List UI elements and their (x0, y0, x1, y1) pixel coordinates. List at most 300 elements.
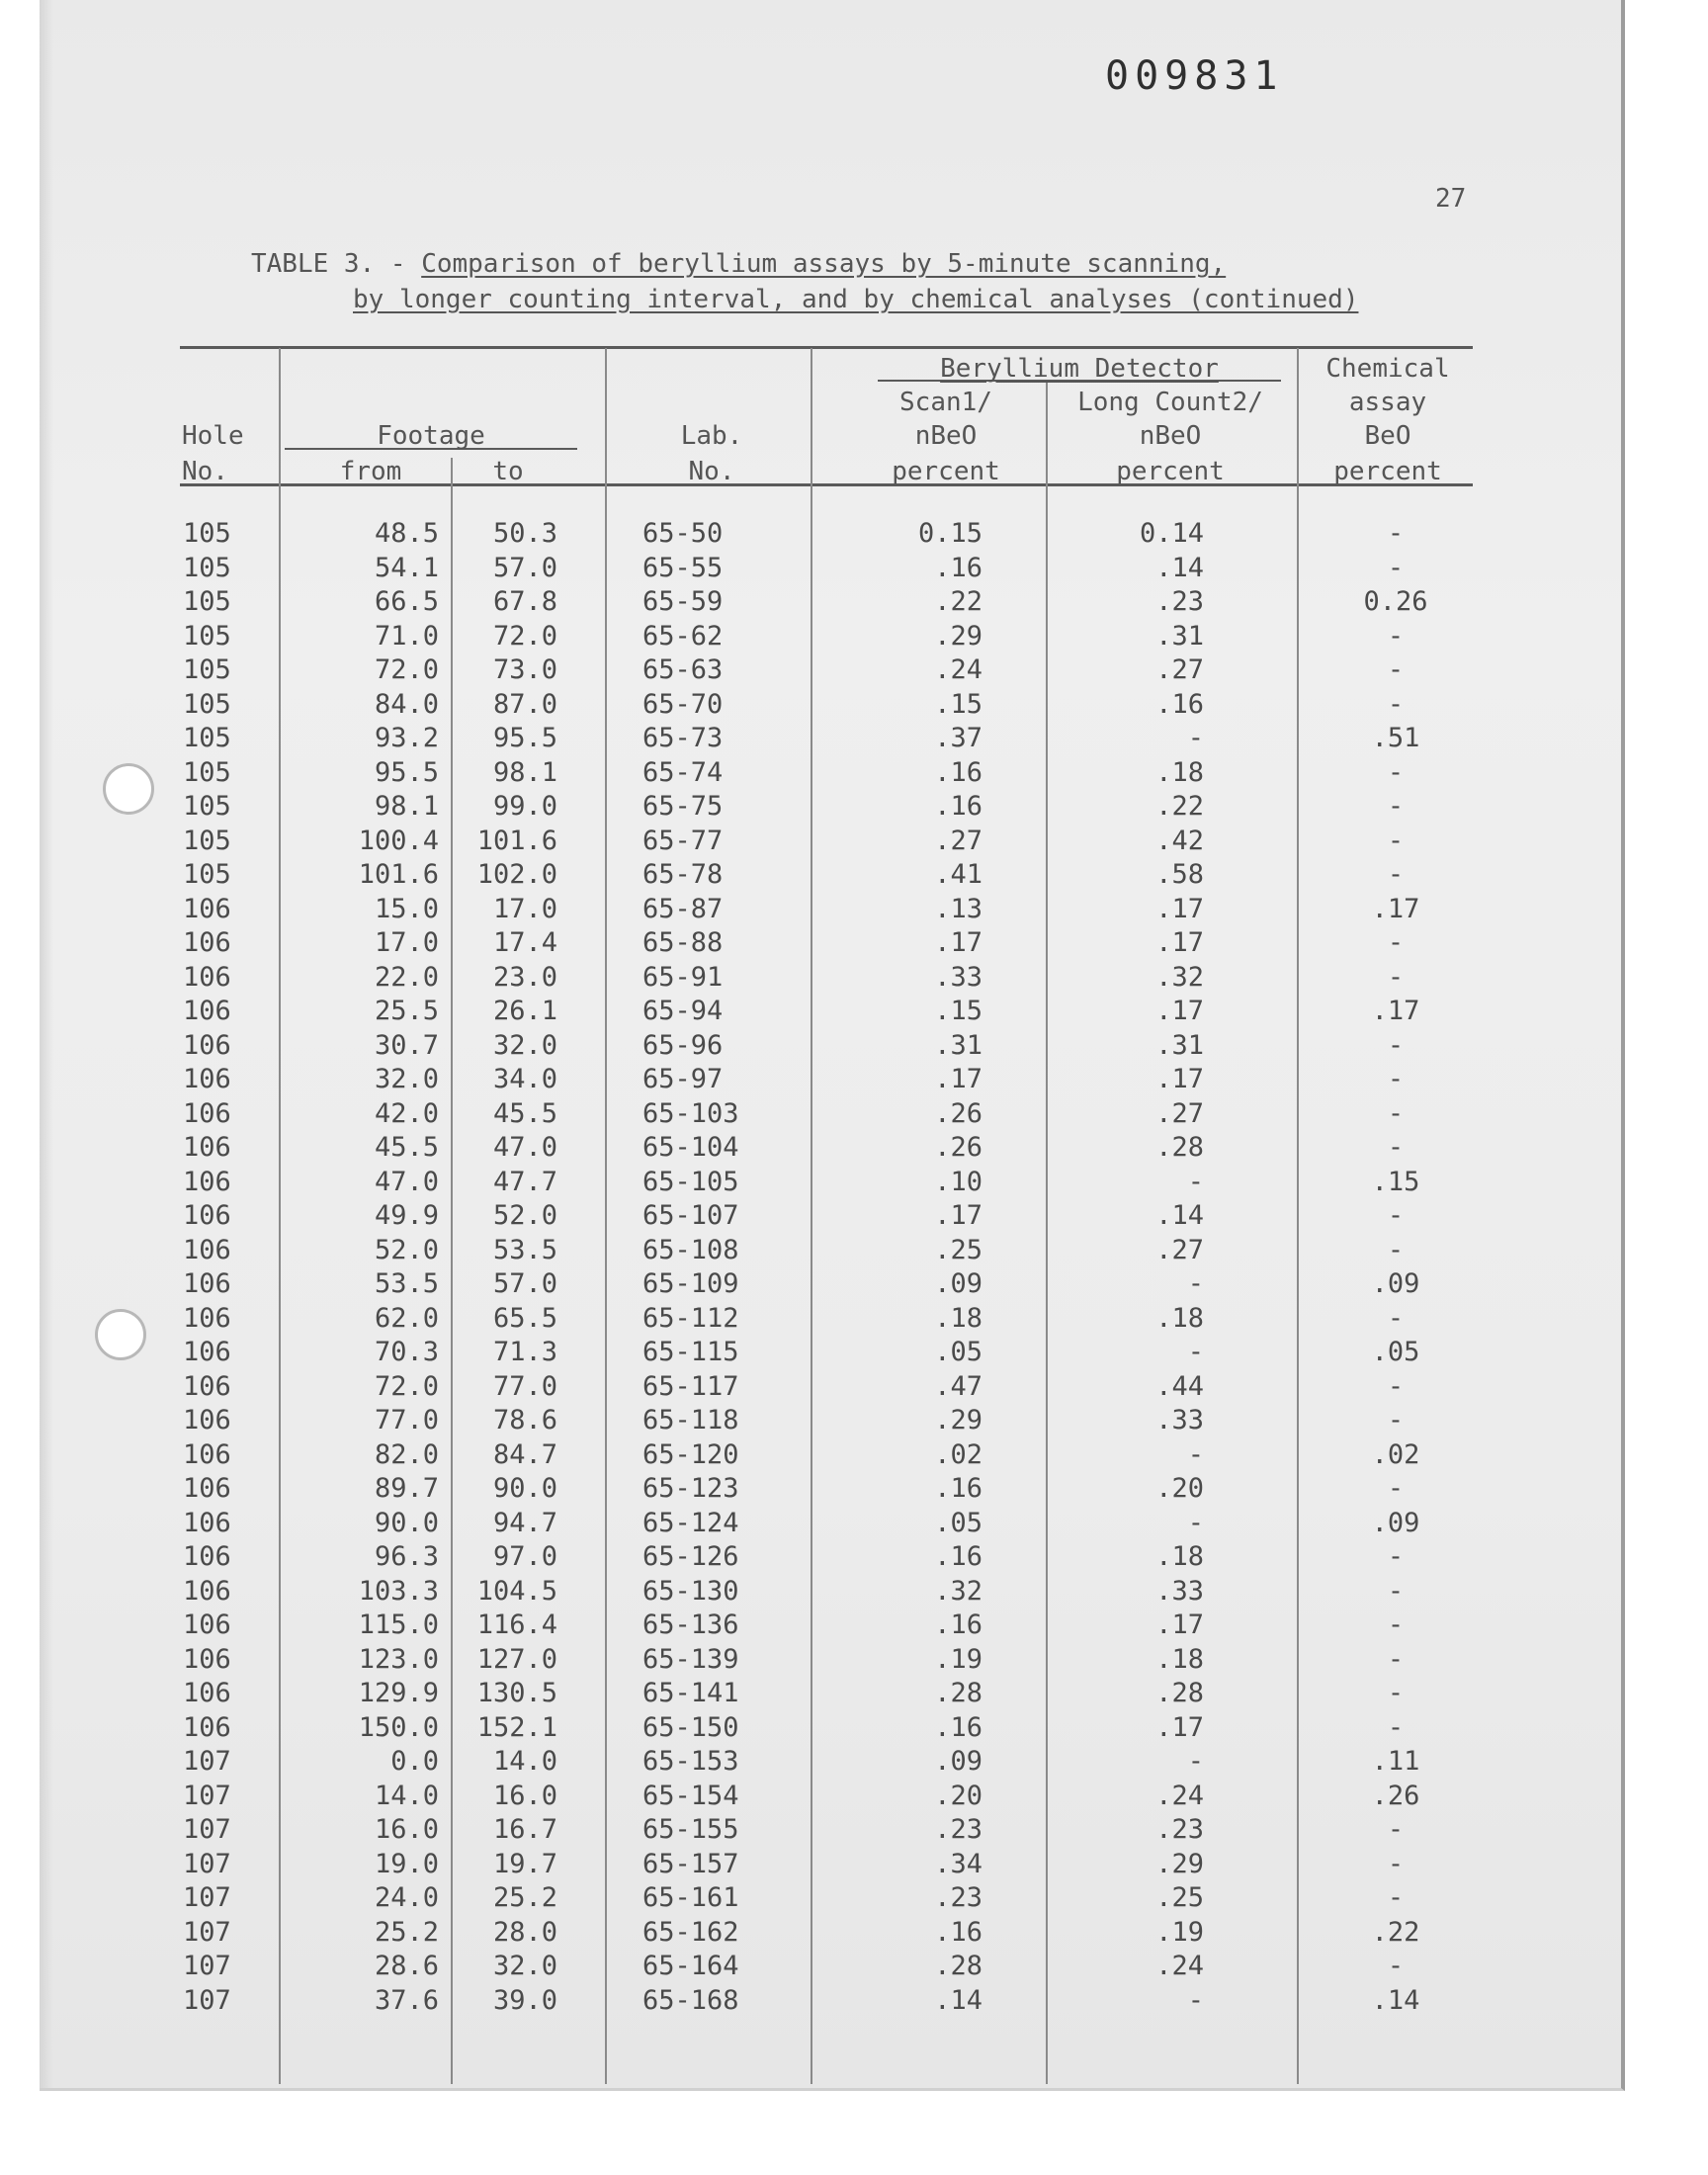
cell-footage-to: 152.1 (476, 1711, 557, 1743)
header-long-nbeo: nBeO (1139, 421, 1202, 451)
cell-footage-to: 17.0 (492, 893, 557, 924)
cell-lab-no: 65-103 (642, 1097, 739, 1129)
cell-footage-from: 48.5 (374, 518, 439, 549)
table-row (0, 689, 1581, 723)
cell-footage-to: 57.0 (492, 1268, 557, 1299)
cell-hole-no: 106 (183, 1337, 231, 1367)
cell-chemical-beo: .09 (1371, 1268, 1420, 1299)
cell-hole-no: 105 (183, 654, 231, 685)
cell-chemical-beo: - (1387, 859, 1405, 890)
cell-footage-from: 17.0 (374, 927, 439, 958)
cell-footage-from: 77.0 (374, 1405, 439, 1436)
cell-footage-to: 87.0 (492, 688, 557, 720)
cell-footage-from: 90.0 (374, 1507, 439, 1538)
cell-long-count-nbeo: .32 (1155, 961, 1204, 993)
cell-lab-no: 65-161 (642, 1882, 739, 1913)
table-row (0, 1781, 1581, 1814)
table-row (0, 1064, 1581, 1097)
table-title-prefix: TABLE 3. - (251, 249, 422, 279)
cell-footage-from: 15.0 (374, 893, 439, 924)
cell-footage-from: 0.0 (390, 1746, 439, 1777)
cell-long-count-nbeo: .42 (1155, 825, 1204, 856)
cell-lab-no: 65-108 (642, 1234, 739, 1265)
cell-scan-nbeo: .16 (934, 1610, 982, 1640)
cell-scan-nbeo: .05 (934, 1507, 982, 1538)
table-row (0, 723, 1581, 756)
cell-footage-to: 53.5 (492, 1234, 557, 1265)
cell-lab-no: 65-70 (642, 688, 724, 720)
cell-hole-no: 105 (183, 620, 231, 652)
cell-footage-from: 47.0 (374, 1166, 439, 1197)
table-row (0, 621, 1581, 654)
cell-footage-to: 90.0 (492, 1473, 557, 1504)
cell-lab-no: 65-162 (642, 1916, 739, 1948)
cell-scan-nbeo: .16 (934, 1916, 982, 1948)
cell-chemical-beo: - (1387, 620, 1405, 652)
cell-lab-no: 65-150 (642, 1711, 739, 1743)
cell-footage-to: 97.0 (492, 1541, 557, 1572)
cell-lab-no: 65-109 (642, 1268, 739, 1299)
cell-footage-to: 45.5 (492, 1097, 557, 1129)
cell-footage-from: 72.0 (374, 654, 439, 685)
cell-hole-no: 105 (183, 825, 231, 856)
table-row (0, 1303, 1581, 1337)
cell-hole-no: 106 (183, 1405, 231, 1436)
cell-chemical-beo: - (1387, 1541, 1405, 1572)
cell-long-count-nbeo: .27 (1155, 1234, 1204, 1265)
cell-footage-from: 103.3 (358, 1575, 439, 1607)
cell-long-count-nbeo: .33 (1155, 1405, 1204, 1436)
table-row (0, 1405, 1581, 1438)
cell-hole-no: 106 (183, 1097, 231, 1129)
cell-long-count-nbeo: .17 (1155, 927, 1204, 958)
cell-long-count-nbeo: - (1187, 1746, 1204, 1777)
cell-long-count-nbeo: - (1187, 1984, 1204, 2016)
cell-long-count-nbeo: 0.14 (1139, 518, 1204, 549)
table-row (0, 1132, 1581, 1166)
cell-long-count-nbeo: .33 (1155, 1575, 1204, 1607)
header-beo: BeO (1364, 421, 1411, 451)
cell-lab-no: 65-139 (642, 1643, 739, 1675)
cell-footage-to: 99.0 (492, 791, 557, 822)
cell-scan-nbeo: .28 (934, 1678, 982, 1708)
cell-scan-nbeo: .16 (934, 1711, 982, 1743)
table-row (0, 1985, 1581, 2019)
cell-footage-from: 70.3 (374, 1337, 439, 1367)
cell-lab-no: 65-55 (642, 552, 724, 583)
cell-hole-no: 105 (183, 859, 231, 890)
cell-chemical-beo: - (1387, 961, 1405, 993)
cell-long-count-nbeo: .19 (1155, 1916, 1204, 1948)
cell-footage-from: 49.9 (374, 1200, 439, 1231)
cell-long-count-nbeo: - (1187, 1337, 1204, 1367)
cell-footage-to: 28.0 (492, 1916, 557, 1948)
cell-lab-no: 65-97 (642, 1064, 724, 1094)
cell-footage-from: 98.1 (374, 791, 439, 822)
cell-scan-nbeo: .02 (934, 1438, 982, 1470)
cell-chemical-beo: .51 (1371, 723, 1420, 753)
header-long-count: Long Count2/ (1077, 388, 1263, 417)
cell-hole-no: 106 (183, 1200, 231, 1231)
cell-scan-nbeo: .17 (934, 1064, 982, 1094)
cell-footage-to: 47.0 (492, 1132, 557, 1163)
cell-chemical-beo: - (1387, 654, 1405, 685)
cell-long-count-nbeo: .28 (1155, 1132, 1204, 1163)
cell-scan-nbeo: .28 (934, 1951, 982, 1981)
cell-footage-to: 71.3 (492, 1337, 557, 1367)
cell-lab-no: 65-164 (642, 1951, 739, 1981)
cell-hole-no: 106 (183, 1029, 231, 1061)
cell-footage-to: 77.0 (492, 1370, 557, 1402)
cell-scan-nbeo: .23 (934, 1814, 982, 1845)
cell-footage-to: 65.5 (492, 1302, 557, 1334)
cell-scan-nbeo: .16 (934, 756, 982, 788)
table-row (0, 1200, 1581, 1234)
cell-scan-nbeo: .16 (934, 1473, 982, 1504)
cell-lab-no: 65-77 (642, 825, 724, 856)
table-row (0, 586, 1581, 620)
cell-hole-no: 105 (183, 518, 231, 549)
cell-hole-no: 107 (183, 1951, 231, 1981)
cell-scan-nbeo: .16 (934, 552, 982, 583)
cell-chemical-beo: - (1387, 1643, 1405, 1675)
cell-lab-no: 65-141 (642, 1678, 739, 1708)
cell-footage-to: 39.0 (492, 1984, 557, 2016)
cell-chemical-beo: - (1387, 1029, 1405, 1061)
cell-lab-no: 65-87 (642, 893, 724, 924)
table-row (0, 1473, 1581, 1507)
cell-footage-from: 66.5 (374, 586, 439, 617)
cell-chemical-beo: - (1387, 1234, 1405, 1265)
cell-footage-from: 123.0 (358, 1643, 439, 1675)
header-beryllium-detector (878, 354, 1281, 384)
cell-footage-to: 78.6 (492, 1405, 557, 1436)
cell-footage-from: 45.5 (374, 1132, 439, 1163)
header-chemical: Chemical (1325, 354, 1450, 384)
table-row (0, 859, 1581, 893)
cell-chemical-beo: .05 (1371, 1337, 1420, 1367)
header-assay: assay (1348, 388, 1427, 417)
cell-scan-nbeo: .16 (934, 1541, 982, 1572)
cell-footage-from: 32.0 (374, 1064, 439, 1094)
cell-long-count-nbeo: .24 (1155, 1780, 1204, 1811)
table-row (0, 1917, 1581, 1951)
cell-lab-no: 65-62 (642, 620, 724, 652)
cell-long-count-nbeo: .17 (1155, 1610, 1204, 1640)
cell-footage-to: 130.5 (476, 1678, 557, 1708)
cell-chemical-beo: .14 (1371, 1984, 1420, 2016)
cell-scan-nbeo: .27 (934, 825, 982, 856)
cell-footage-from: 72.0 (374, 1370, 439, 1402)
cell-long-count-nbeo: .29 (1155, 1848, 1204, 1879)
cell-long-count-nbeo: .17 (1155, 996, 1204, 1026)
cell-hole-no: 105 (183, 756, 231, 788)
cell-footage-from: 100.4 (358, 825, 439, 856)
cell-hole-no: 107 (183, 1916, 231, 1948)
cell-footage-from: 115.0 (358, 1610, 439, 1640)
table-row (0, 1678, 1581, 1711)
cell-hole-no: 106 (183, 1438, 231, 1470)
table-row (0, 1576, 1581, 1610)
cell-hole-no: 106 (183, 1166, 231, 1197)
cell-scan-nbeo: .23 (934, 1882, 982, 1913)
cell-footage-from: 96.3 (374, 1541, 439, 1572)
cell-hole-no: 106 (183, 1610, 231, 1640)
cell-hole-no: 107 (183, 1848, 231, 1879)
table-row (0, 927, 1581, 961)
cell-scan-nbeo: .34 (934, 1848, 982, 1879)
cell-chemical-beo: - (1387, 927, 1405, 958)
cell-chemical-beo: - (1387, 825, 1405, 856)
cell-footage-to: 84.7 (492, 1438, 557, 1470)
cell-lab-no: 65-123 (642, 1473, 739, 1504)
cell-lab-no: 65-59 (642, 586, 724, 617)
cell-footage-to: 67.8 (492, 586, 557, 617)
cell-scan-nbeo: .22 (934, 586, 982, 617)
cell-long-count-nbeo: .28 (1155, 1678, 1204, 1708)
cell-chemical-beo: - (1387, 552, 1405, 583)
cell-scan-nbeo: .29 (934, 1405, 982, 1436)
table-row (0, 962, 1581, 996)
cell-footage-to: 104.5 (476, 1575, 557, 1607)
cell-chemical-beo: .22 (1371, 1916, 1420, 1948)
cell-hole-no: 106 (183, 1064, 231, 1094)
header-beryllium-detector-text: Beryllium Detector (940, 354, 1219, 384)
cell-footage-to: 19.7 (492, 1848, 557, 1879)
cell-scan-nbeo: .24 (934, 654, 982, 685)
page-number: 27 (1435, 184, 1467, 214)
header-scan: Scan1/ (899, 388, 992, 417)
cell-scan-nbeo: .32 (934, 1575, 982, 1607)
table-row (0, 1268, 1581, 1302)
cell-footage-to: 32.0 (492, 1951, 557, 1981)
cell-lab-no: 65-96 (642, 1029, 724, 1061)
table-row (0, 654, 1581, 688)
cell-footage-from: 25.5 (374, 996, 439, 1026)
cell-long-count-nbeo: .14 (1155, 552, 1204, 583)
header-hole: Hole (182, 421, 244, 451)
cell-footage-from: 28.6 (374, 1951, 439, 1981)
cell-scan-nbeo: .17 (934, 927, 982, 958)
cell-lab-no: 65-130 (642, 1575, 739, 1607)
cell-chemical-beo: .26 (1371, 1780, 1420, 1811)
cell-chemical-beo: - (1387, 1575, 1405, 1607)
cell-lab-no: 65-124 (642, 1507, 739, 1538)
cell-footage-from: 62.0 (374, 1302, 439, 1334)
table-row (0, 1849, 1581, 1882)
cell-hole-no: 106 (183, 1268, 231, 1299)
cell-chemical-beo: - (1387, 1200, 1405, 1231)
table-row (0, 1644, 1581, 1678)
header-footage: Footage (377, 421, 485, 451)
cell-long-count-nbeo: - (1187, 723, 1204, 753)
cell-footage-to: 52.0 (492, 1200, 557, 1231)
cell-long-count-nbeo: .18 (1155, 1643, 1204, 1675)
cell-footage-to: 102.0 (476, 859, 557, 890)
cell-lab-no: 65-63 (642, 654, 724, 685)
cell-scan-nbeo: .25 (934, 1234, 982, 1265)
cell-scan-nbeo: .05 (934, 1337, 982, 1367)
cell-hole-no: 106 (183, 893, 231, 924)
cell-hole-no: 106 (183, 1541, 231, 1572)
cell-footage-to: 50.3 (492, 518, 557, 549)
cell-footage-from: 30.7 (374, 1029, 439, 1061)
cell-lab-no: 65-154 (642, 1780, 739, 1811)
cell-chemical-beo: 0.26 (1363, 586, 1428, 617)
cell-hole-no: 106 (183, 961, 231, 993)
cell-scan-nbeo: .14 (934, 1984, 982, 2016)
cell-chemical-beo: - (1387, 1405, 1405, 1436)
cell-footage-from: 101.6 (358, 859, 439, 890)
cell-scan-nbeo: .26 (934, 1097, 982, 1129)
header-hole-no: No. (182, 457, 228, 486)
cell-hole-no: 107 (183, 1814, 231, 1845)
cell-long-count-nbeo: .18 (1155, 1302, 1204, 1334)
header-chem-percent: percent (1333, 457, 1442, 486)
table-row (0, 1508, 1581, 1541)
cell-long-count-nbeo: .27 (1155, 1097, 1204, 1129)
cell-lab-no: 65-91 (642, 961, 724, 993)
cell-scan-nbeo: .16 (934, 791, 982, 822)
cell-lab-no: 65-50 (642, 518, 724, 549)
cell-scan-nbeo: .13 (934, 893, 982, 924)
cell-footage-to: 98.1 (492, 756, 557, 788)
cell-footage-to: 14.0 (492, 1746, 557, 1777)
cell-footage-from: 14.0 (374, 1780, 439, 1811)
cell-footage-to: 57.0 (492, 552, 557, 583)
table-row (0, 1882, 1581, 1916)
cell-footage-to: 32.0 (492, 1029, 557, 1061)
cell-chemical-beo: - (1387, 1064, 1405, 1094)
cell-chemical-beo: .15 (1371, 1166, 1420, 1197)
cell-lab-no: 65-168 (642, 1984, 739, 2016)
cell-footage-from: 93.2 (374, 723, 439, 753)
cell-footage-to: 17.4 (492, 927, 557, 958)
cell-chemical-beo: - (1387, 1097, 1405, 1129)
cell-footage-to: 34.0 (492, 1064, 557, 1094)
cell-chemical-beo: - (1387, 1951, 1405, 1981)
cell-chemical-beo: - (1387, 756, 1405, 788)
cell-footage-to: 72.0 (492, 620, 557, 652)
cell-hole-no: 106 (183, 1575, 231, 1607)
cell-chemical-beo: .11 (1371, 1746, 1420, 1777)
cell-chemical-beo: .02 (1371, 1438, 1420, 1470)
header-long-percent: percent (1116, 457, 1225, 486)
cell-lab-no: 65-157 (642, 1848, 739, 1879)
cell-lab-no: 65-73 (642, 723, 724, 753)
cell-scan-nbeo: .20 (934, 1780, 982, 1811)
cell-hole-no: 107 (183, 1882, 231, 1913)
cell-hole-no: 105 (183, 688, 231, 720)
cell-lab-no: 65-120 (642, 1438, 739, 1470)
cell-footage-from: 25.2 (374, 1916, 439, 1948)
table-title-text: Comparison of beryllium assays by 5-minute scanning, (421, 249, 1227, 279)
cell-lab-no: 65-105 (642, 1166, 739, 1197)
table-row (0, 1030, 1581, 1064)
table-row (0, 826, 1581, 859)
cell-scan-nbeo: .37 (934, 723, 982, 753)
cell-long-count-nbeo: .44 (1155, 1370, 1204, 1402)
cell-hole-no: 106 (183, 1643, 231, 1675)
cell-long-count-nbeo: .23 (1155, 586, 1204, 617)
cell-footage-to: 47.7 (492, 1166, 557, 1197)
cell-footage-from: 71.0 (374, 620, 439, 652)
cell-long-count-nbeo: .31 (1155, 1029, 1204, 1061)
cell-chemical-beo: - (1387, 1711, 1405, 1743)
cell-chemical-beo: - (1387, 1132, 1405, 1163)
cell-footage-to: 116.4 (476, 1610, 557, 1640)
header-scan-percent: percent (892, 457, 1000, 486)
cell-long-count-nbeo: - (1187, 1268, 1204, 1299)
cell-footage-to: 16.7 (492, 1814, 557, 1845)
cell-lab-no: 65-94 (642, 996, 724, 1026)
table-row (0, 1439, 1581, 1473)
cell-chemical-beo: .09 (1371, 1507, 1420, 1538)
cell-lab-no: 65-117 (642, 1370, 739, 1402)
cell-scan-nbeo: .18 (934, 1302, 982, 1334)
cell-lab-no: 65-74 (642, 756, 724, 788)
cell-scan-nbeo: .09 (934, 1746, 982, 1777)
cell-long-count-nbeo: .58 (1155, 859, 1204, 890)
cell-long-count-nbeo: .20 (1155, 1473, 1204, 1504)
table-row (0, 1610, 1581, 1643)
cell-chemical-beo: .17 (1371, 996, 1420, 1026)
cell-long-count-nbeo: .18 (1155, 756, 1204, 788)
table-row (0, 1712, 1581, 1746)
cell-scan-nbeo: .15 (934, 996, 982, 1026)
cell-hole-no: 107 (183, 1780, 231, 1811)
cell-hole-no: 106 (183, 1132, 231, 1163)
cell-long-count-nbeo: - (1187, 1507, 1204, 1538)
cell-chemical-beo: - (1387, 518, 1405, 549)
cell-footage-from: 22.0 (374, 961, 439, 993)
document-number: 009831 (1105, 53, 1284, 99)
cell-scan-nbeo: .15 (934, 688, 982, 720)
cell-long-count-nbeo: .16 (1155, 688, 1204, 720)
cell-hole-no: 106 (183, 1711, 231, 1743)
table-row (0, 1235, 1581, 1268)
cell-chemical-beo: - (1387, 1882, 1405, 1913)
cell-scan-nbeo: .47 (934, 1370, 982, 1402)
cell-footage-from: 82.0 (374, 1438, 439, 1470)
cell-footage-from: 54.1 (374, 552, 439, 583)
cell-scan-nbeo: .17 (934, 1200, 982, 1231)
cell-footage-from: 16.0 (374, 1814, 439, 1845)
cell-footage-from: 53.5 (374, 1268, 439, 1299)
cell-scan-nbeo: .09 (934, 1268, 982, 1299)
cell-hole-no: 105 (183, 723, 231, 753)
cell-footage-to: 26.1 (492, 996, 557, 1026)
header-to: to (492, 457, 524, 486)
table-row (0, 553, 1581, 586)
cell-chemical-beo: - (1387, 1302, 1405, 1334)
cell-lab-no: 65-118 (642, 1405, 739, 1436)
header-lab: Lab. (680, 421, 743, 451)
cell-lab-no: 65-136 (642, 1610, 739, 1640)
cell-footage-to: 23.0 (492, 961, 557, 993)
cell-footage-from: 95.5 (374, 756, 439, 788)
cell-hole-no: 105 (183, 586, 231, 617)
cell-hole-no: 105 (183, 791, 231, 822)
cell-scan-nbeo: .41 (934, 859, 982, 890)
cell-hole-no: 106 (183, 1234, 231, 1265)
cell-chemical-beo: - (1387, 791, 1405, 822)
cell-long-count-nbeo: .17 (1155, 893, 1204, 924)
header-from: from (339, 457, 402, 486)
cell-chemical-beo: - (1387, 1848, 1405, 1879)
table-row (0, 1371, 1581, 1405)
cell-long-count-nbeo: .18 (1155, 1541, 1204, 1572)
